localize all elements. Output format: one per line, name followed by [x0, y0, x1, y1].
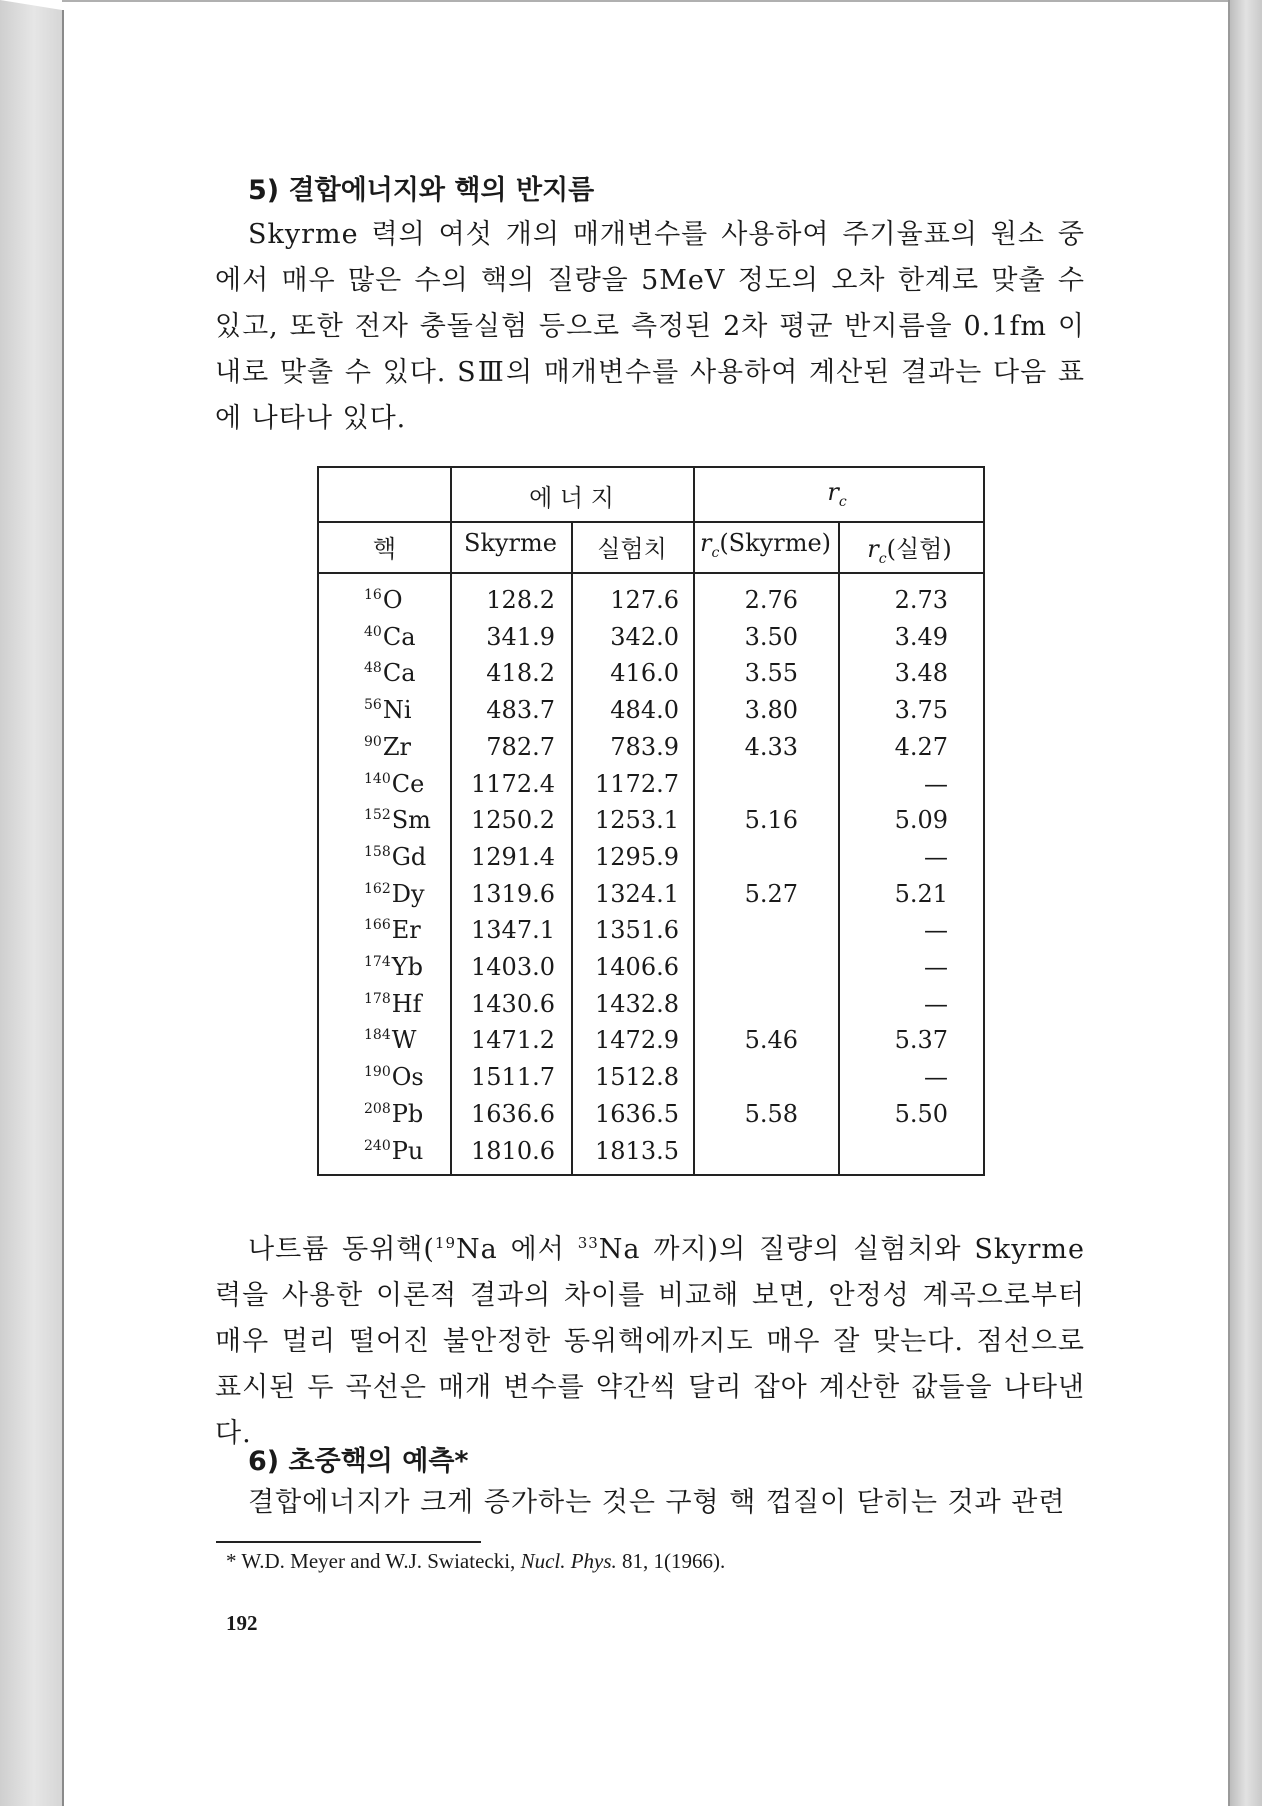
- rc-skyrme-cell: 3.80: [744, 696, 798, 725]
- rc-skyrme-cell: 3.50: [744, 622, 798, 651]
- skyrme-energy-cell: 128.2: [486, 586, 555, 614]
- experiment-energy-cell: 416.0: [610, 659, 679, 688]
- rc-skyrme-cell: 2.76: [744, 586, 798, 614]
- table-header-divider: [319, 521, 983, 523]
- rc-experiment-cell: —: [924, 916, 948, 945]
- section-5-paragraph: [215, 212, 1085, 442]
- book-left-edge: [0, 0, 62, 1806]
- experiment-energy-cell: 1295.9: [595, 842, 679, 871]
- rc-experiment-cell: 5.37: [894, 1026, 948, 1055]
- skyrme-energy-cell: 1511.7: [471, 1063, 555, 1092]
- experiment-energy-cell: 1324.1: [595, 879, 679, 908]
- rc-skyrme-cell: 5.27: [744, 879, 798, 908]
- rc-experiment-cell: 4.27: [894, 732, 948, 761]
- experiment-energy-cell: 1813.5: [595, 1136, 679, 1165]
- experiment-energy-cell: 1432.8: [595, 989, 679, 1018]
- skyrme-energy-cell: 1636.6: [471, 1099, 555, 1128]
- book-right-edge-line: [1228, 0, 1230, 1806]
- header-skyrme: Skyrme: [464, 529, 557, 557]
- skyrme-energy-cell: 483.7: [486, 696, 555, 725]
- header-rc-experiment: $r_c$(실험): [867, 535, 952, 567]
- header-experiment: 실험치: [597, 535, 667, 563]
- rc-skyrme-cell: 3.55: [744, 659, 798, 688]
- nucleus-cell: $^{190}$Os: [364, 1063, 424, 1092]
- experiment-energy-cell: 783.9: [610, 732, 679, 761]
- header-rc-skyrme: $r_c(Skyrme)$: [699, 529, 832, 561]
- skyrme-energy-cell: 1403.0: [471, 953, 555, 981]
- skyrme-energy-cell: 782.7: [486, 732, 555, 761]
- rc-experiment-cell: —: [924, 1063, 948, 1092]
- na33-mass: 33: [577, 1234, 599, 1252]
- footnote: * W.D. Meyer and W.J. Swiatecki, Nucl. Phys. 81, 1(1966).: [226, 1549, 726, 1573]
- experiment-energy-cell: 1512.8: [595, 1063, 679, 1092]
- rc-skyrme-cell: 5.16: [744, 806, 798, 835]
- rc-experiment-cell: 5.21: [894, 879, 948, 908]
- experiment-energy-cell: 484.0: [610, 696, 679, 725]
- table-body-divider: [319, 572, 983, 574]
- experiment-energy-cell: 1351.6: [595, 916, 679, 945]
- skyrme-energy-cell: 1319.6: [471, 879, 555, 908]
- rc-experiment-cell: 3.75: [894, 696, 948, 725]
- nucleus-cell: $^{240}$Pu: [364, 1136, 424, 1165]
- nucleus-cell: $^{90}$Zr: [364, 732, 411, 761]
- page-top-border: [62, 0, 1228, 2]
- section-5-paragraph-text: Skyrme 력의 여섯 개의 매개변수를 사용하여 주기율표의 원소 중에서 매우 많은 수의 핵의 질량을 5MeV 정도의 오차 한계로 맞출 수 있고, 또한 전자 충돌실험 등으로 측정된 2차 평균 반지름을 0.1fm 이내로 맞출 수 있다. SⅢ의 매개변수를 사용하여 계산된 결과는 다음 표에 나타나 있다.: [215, 219, 1085, 434]
- experiment-energy-cell: 127.6: [610, 586, 679, 614]
- header-energy: 에 너 지: [529, 484, 614, 512]
- nucleus-cell: $^{152}$Sm: [364, 806, 431, 835]
- section-6-heading: 6) 초중핵의 예측*: [248, 1446, 469, 1477]
- section-6-paragraph: 결합에너지가 크게 증가하는 것은 구형 핵 껍질이 닫히는 것과 관련: [248, 1487, 1066, 1518]
- rc-experiment-cell: —: [924, 769, 948, 798]
- nucleus-cell: $^{56}$Ni: [364, 696, 412, 725]
- skyrme-energy-cell: 1430.6: [471, 989, 555, 1018]
- rc-experiment-cell: 3.49: [894, 622, 948, 651]
- footnote-rule: [216, 1541, 481, 1543]
- experiment-energy-cell: 1472.9: [595, 1026, 679, 1055]
- page-number: 192: [226, 1611, 258, 1635]
- rc-skyrme-cell: 5.58: [744, 1099, 798, 1128]
- rc-experiment-cell: 5.09: [894, 806, 948, 835]
- nucleus-cell: $^{140}$Ce: [364, 769, 425, 798]
- nucleus-cell: $^{162}$Dy: [364, 879, 425, 908]
- nucleus-cell: $^{16}$O: [364, 586, 403, 614]
- skyrme-energy-cell: 1250.2: [471, 806, 555, 835]
- nucleus-cell: $^{166}$Er: [364, 916, 421, 945]
- nucleus-cell: $^{48}$Ca: [364, 659, 416, 688]
- rc-skyrme-cell: 4.33: [744, 732, 798, 761]
- nucleus-cell: $^{184}$W: [364, 1026, 417, 1055]
- book-right-edge: [1230, 0, 1262, 1806]
- nucleus-cell: $^{40}$Ca: [364, 622, 416, 651]
- header-rc: $r_c$: [827, 478, 847, 510]
- rc-skyrme-cell: 5.46: [744, 1026, 798, 1055]
- na19-mass: 19: [434, 1234, 457, 1252]
- experiment-energy-cell: 1253.1: [595, 806, 679, 835]
- skyrme-energy-cell: 1471.2: [471, 1026, 555, 1055]
- rc-experiment-cell: —: [924, 842, 948, 871]
- skyrme-energy-cell: 341.9: [486, 622, 555, 651]
- skyrme-energy-cell: 418.2: [486, 659, 555, 688]
- nucleus-cell: $^{208}$Pb: [364, 1099, 424, 1128]
- rc-experiment-cell: 5.50: [894, 1099, 948, 1128]
- experiment-energy-cell: 1636.5: [595, 1099, 679, 1128]
- nucleus-cell: $^{174}$Yb: [364, 953, 423, 981]
- rc-experiment-cell: —: [924, 989, 948, 1018]
- nucleus-cell: $^{178}$Hf: [364, 989, 422, 1018]
- skyrme-energy-cell: 1291.4: [471, 842, 555, 871]
- experiment-energy-cell: 1406.6: [595, 953, 679, 981]
- experiment-energy-cell: 342.0: [610, 622, 679, 651]
- rc-experiment-cell: —: [924, 953, 948, 981]
- skyrme-energy-cell: 1347.1: [471, 916, 555, 945]
- energy-radius-table: [317, 466, 985, 1176]
- skyrme-energy-cell: 1810.6: [471, 1136, 555, 1165]
- nucleus-cell: $^{158}$Gd: [364, 842, 427, 871]
- book-left-edge-line: [62, 10, 64, 1806]
- section-5-heading: 5) 결합에너지와 핵의 반지름: [248, 175, 595, 206]
- rc-experiment-cell: 3.48: [894, 659, 948, 688]
- sodium-paragraph: 나트륨 동위핵($^{19}$Na 에서 $^{33}$Na 까지)의 질량의 실험치와 Skyrme 력을 사용한 이론적 결과의 차이를 비교해 보면, 안정성 계곡으로부터 매우 멀리 떨어진 불안정한 동위핵에까지도 매우 잘 맞는다. 점선으로 표시된 두 곡선은 매개 변수를 약간씩 달리 잡아 계산한 값들을 나타낸다.: [215, 1234, 1085, 1449]
- header-nucleus: 핵: [372, 535, 397, 563]
- skyrme-energy-cell: 1172.4: [471, 769, 555, 798]
- experiment-energy-cell: 1172.7: [595, 769, 679, 798]
- rc-experiment-cell: 2.73: [894, 586, 948, 614]
